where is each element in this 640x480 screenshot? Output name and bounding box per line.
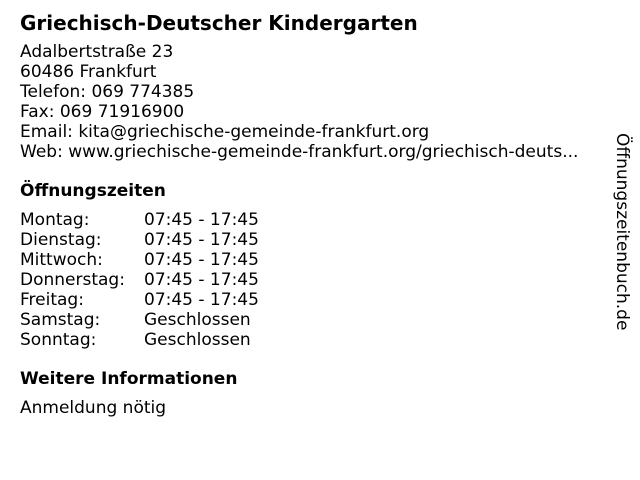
- hours-row-wednesday: [20, 250, 610, 270]
- day-label: Montag:: [20, 210, 90, 230]
- web-line: [20, 142, 610, 162]
- email-label: Email:: [20, 122, 73, 142]
- day-label: Freitag:: [20, 290, 84, 310]
- web-label: Web:: [20, 142, 63, 162]
- opening-hours-heading: Öffnungszeiten: [20, 181, 166, 201]
- web-link[interactable]: www.griechische-gemeinde-frankfurt.org/griechisch-deuts...: [68, 142, 579, 162]
- opening-hours-table: [20, 210, 610, 350]
- hours-value: 07:45 - 17:45: [144, 230, 259, 250]
- business-name: Griechisch-Deutscher Kindergarten: [20, 11, 418, 35]
- day-label: Dienstag:: [20, 230, 102, 250]
- day-label: Samstag:: [20, 310, 101, 330]
- hours-value: 07:45 - 17:45: [144, 250, 259, 270]
- email-line: [20, 122, 610, 142]
- hours-value: 07:45 - 17:45: [144, 210, 259, 230]
- hours-row-monday: [20, 210, 610, 230]
- more-info-text: Anmeldung nötig: [20, 398, 167, 418]
- day-label: Sonntag:: [20, 330, 97, 350]
- day-label: Mittwoch:: [20, 250, 103, 270]
- fax-number: 069 71916900: [59, 102, 185, 122]
- phone-line: [20, 82, 610, 102]
- hours-row-friday: [20, 290, 610, 310]
- hours-row-sunday: [20, 330, 610, 350]
- phone-label: Telefon:: [20, 82, 87, 102]
- more-info-heading: Weitere Informationen: [20, 369, 238, 389]
- fax-label: Fax:: [20, 102, 55, 122]
- day-label: Donnerstag:: [20, 270, 125, 290]
- hours-value: 07:45 - 17:45: [144, 290, 259, 310]
- phone-number[interactable]: 069 774385: [91, 82, 195, 102]
- hours-row-thursday: [20, 270, 610, 290]
- address-street: Adalbertstraße 23: [20, 42, 174, 62]
- address-city: 60486 Frankfurt: [20, 62, 157, 82]
- business-card: [20, 10, 610, 418]
- hours-row-saturday: [20, 310, 610, 330]
- email-link[interactable]: kita@griechische-gemeinde-frankfurt.org: [78, 122, 430, 142]
- hours-value: Geschlossen: [144, 310, 251, 330]
- hours-row-tuesday: [20, 230, 610, 250]
- brand-watermark: Öffnungszeitenbuch.de: [612, 133, 632, 331]
- hours-value: 07:45 - 17:45: [144, 270, 259, 290]
- fax-line: [20, 102, 610, 122]
- hours-value: Geschlossen: [144, 330, 251, 350]
